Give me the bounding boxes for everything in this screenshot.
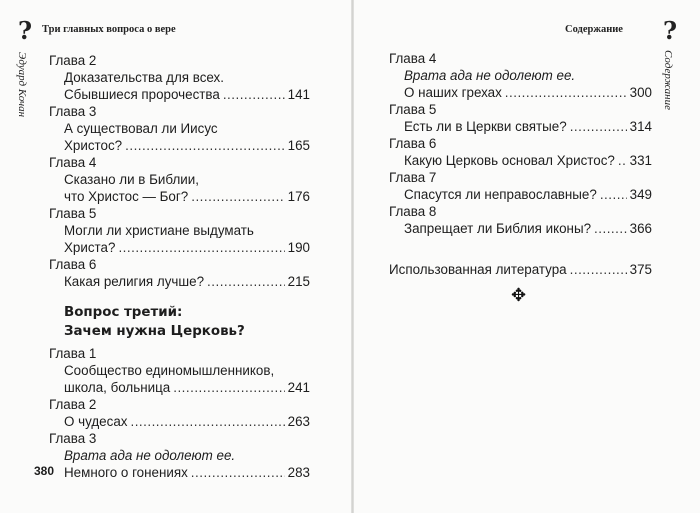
toc-entry [389, 135, 652, 169]
toc-entry [49, 103, 310, 154]
title-line-with-page [64, 379, 310, 396]
dot-leader [191, 464, 285, 481]
title-line-with-page [64, 137, 310, 154]
title-line: Доказательства для всех. [64, 70, 224, 85]
toc-entry [49, 345, 310, 396]
title-line: Сообщество единомышленников, [64, 363, 275, 378]
toc-entry [389, 101, 652, 135]
chapter-label: Глава 6 [49, 257, 97, 272]
chapter-label: Глава 5 [389, 102, 437, 117]
title-text: Христос? [64, 138, 123, 153]
toc-right [389, 50, 652, 278]
dot-leader [191, 188, 284, 205]
toc-entry [49, 52, 310, 103]
chapter-label: Глава 7 [389, 170, 437, 185]
running-head-right: Содержание [565, 24, 623, 35]
section-heading-line-2: Зачем нужна Церковь? [64, 324, 245, 339]
dot-leader [130, 413, 284, 430]
title-text: О чудесах [64, 414, 128, 429]
toc-entry [49, 205, 310, 256]
bibliography-entry [389, 261, 652, 278]
dot-leader [118, 239, 284, 256]
cross-ornament-icon: ✥ [511, 285, 527, 305]
title-text: что Христос — Бог? [64, 189, 189, 204]
chapter-label: Глава 8 [389, 204, 437, 219]
title-line-with-page [64, 86, 310, 103]
chapter-label: Глава 4 [49, 155, 97, 170]
title-text: Спасутся ли неправославные? [404, 187, 597, 202]
dot-leader [594, 220, 627, 237]
page-number: 300 [629, 85, 652, 100]
toc-entry [49, 154, 310, 205]
page-number: 314 [629, 119, 652, 134]
title-text: Какая религия лучше? [64, 274, 205, 289]
dot-leader [600, 186, 627, 203]
page-number: 215 [287, 274, 310, 289]
dot-leader [223, 86, 285, 103]
chapter-label: Глава 2 [49, 397, 97, 412]
title-text: Сбывшиеся пророчества [64, 87, 220, 102]
question-mark-icon: ? [663, 16, 678, 45]
book-gutter [351, 0, 354, 513]
page-number: 241 [287, 380, 310, 395]
title-line-with-page [64, 239, 310, 256]
title-text: О наших грехах [404, 85, 502, 100]
chapter-label: Глава 4 [389, 51, 437, 66]
title-text: Христа? [64, 240, 116, 255]
chapter-label: Глава 2 [49, 53, 97, 68]
page-number: 176 [287, 189, 310, 204]
toc-entry [49, 256, 310, 290]
page-number: 366 [629, 221, 652, 236]
page-number: 331 [629, 153, 652, 168]
dot-leader [570, 118, 627, 135]
chapter-label: Глава 1 [49, 346, 97, 361]
page-number: 141 [287, 87, 310, 102]
bibliography-label: Использованная литература [389, 262, 567, 277]
title-text: Есть ли в Церкви святые? [404, 119, 567, 134]
toc-entry [389, 203, 652, 237]
page-number-footer: 380 [34, 464, 55, 478]
title-line: Могли ли христиане выдумать [64, 223, 254, 238]
title-line: Сказано ли в Библии, [64, 172, 199, 187]
title-line: А существовал ли Иисус [64, 121, 218, 136]
chapter-label: Глава 3 [49, 431, 97, 446]
side-author-label: Эдуард Кочан [16, 52, 28, 118]
toc-entry [49, 396, 310, 430]
title-text: школа, больница [64, 380, 171, 395]
dot-leader [125, 137, 285, 154]
toc-left [49, 52, 310, 481]
title-line-with-page [64, 273, 310, 290]
toc-entry [389, 169, 652, 203]
title-line-with-page [404, 118, 652, 135]
page-number: 283 [287, 465, 310, 480]
dot-leader [173, 379, 284, 396]
title-text: Запрещает ли Библия иконы? [404, 221, 592, 236]
dot-leader [505, 84, 627, 101]
dot-leader [207, 273, 285, 290]
italic-title-line: Врата ада не одолеют ее. [404, 68, 576, 83]
title-line-with-page [404, 186, 652, 203]
toc-entry [389, 50, 652, 101]
page-number: 165 [287, 138, 310, 153]
page-number: 190 [287, 240, 310, 255]
page-number: 263 [287, 414, 310, 429]
section-heading-line-1: Вопрос третий: [64, 305, 183, 320]
chapter-label: Глава 3 [49, 104, 97, 119]
title-line-with-page [64, 464, 310, 481]
running-head-left: Три главных вопроса о вере [42, 24, 176, 35]
toc-entry [49, 430, 310, 481]
chapter-label: Глава 6 [389, 136, 437, 151]
title-line-with-page [64, 188, 310, 205]
title-text: Какую Церковь основал Христос? [404, 153, 615, 168]
dot-leader [570, 261, 627, 278]
chapter-label: Глава 5 [49, 206, 97, 221]
page-number: 375 [629, 262, 652, 277]
question-mark-icon: ? [18, 16, 33, 45]
title-text: Немного о гонениях [64, 465, 188, 480]
title-line-with-page [404, 152, 652, 169]
dot-leader [618, 152, 627, 169]
title-line-with-page [404, 84, 652, 101]
side-section-label: Содержание [662, 50, 674, 111]
title-line-with-page [404, 220, 652, 237]
italic-title-line: Врата ада не одолеют ее. [64, 448, 236, 463]
page-number: 349 [629, 187, 652, 202]
title-line-with-page [64, 413, 310, 430]
